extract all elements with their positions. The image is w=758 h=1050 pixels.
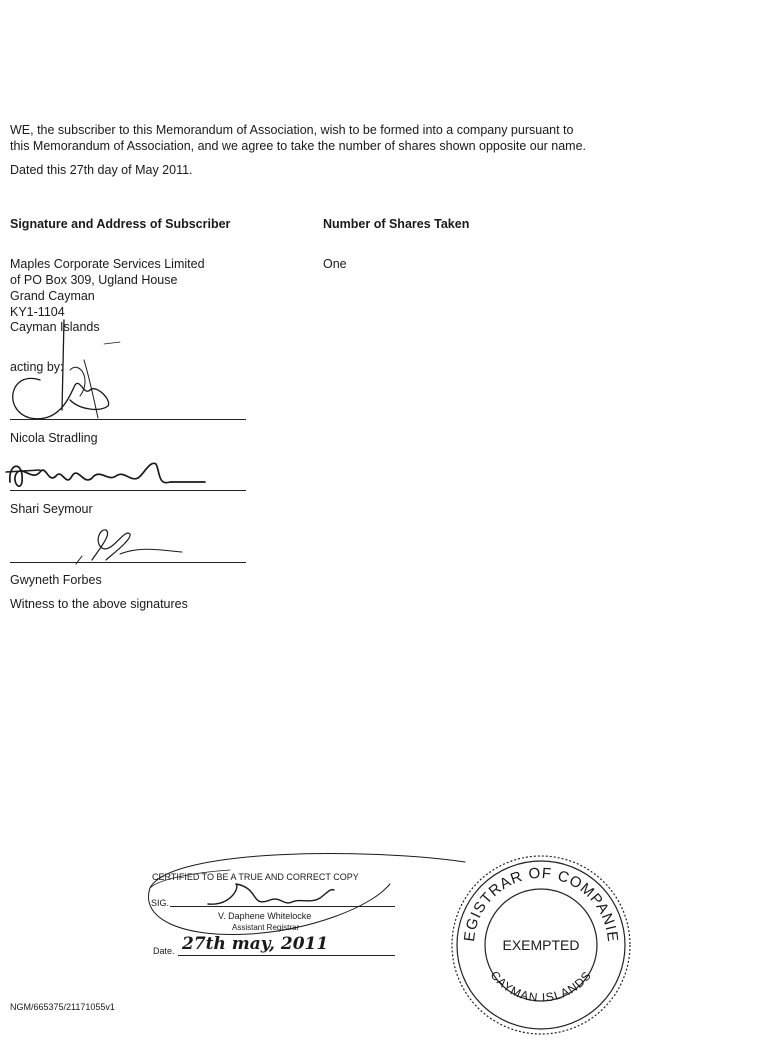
certification-officer-title: Assistant Registrar bbox=[232, 923, 300, 932]
signature-address-header: Signature and Address of Subscriber bbox=[10, 217, 231, 231]
witness-note: Witness to the above signatures bbox=[10, 597, 188, 611]
certification-date-line bbox=[178, 955, 395, 956]
shares-taken-header: Number of Shares Taken bbox=[323, 217, 470, 231]
shares-value: One bbox=[323, 257, 347, 271]
intro-line-2: this Memorandum of Association, and we agree to take the number of shares shown opposite our name. bbox=[10, 139, 587, 153]
seal-top-text: REGISTRAR OF COMPANIES bbox=[442, 839, 622, 944]
signature-line-1 bbox=[10, 419, 246, 420]
certification-heading: CERTIFIED TO BE A TRUE AND CORRECT COPY bbox=[152, 872, 359, 882]
certification-officer-name: V. Daphene Whitelocke bbox=[218, 911, 312, 921]
address-line-3: Grand Cayman bbox=[10, 289, 95, 303]
signatory-name-3: Gwyneth Forbes bbox=[10, 573, 102, 587]
signature-line-3 bbox=[10, 562, 246, 563]
address-line-1: Maples Corporate Services Limited bbox=[10, 257, 205, 271]
address-line-4: KY1-1104 bbox=[10, 305, 65, 319]
seal-bottom-text: CAYMAN ISLANDS bbox=[487, 968, 595, 1005]
certification-date-label: Date. bbox=[153, 946, 175, 956]
signature-nicola-stradling bbox=[0, 300, 140, 430]
signatory-name-1: Nicola Stradling bbox=[10, 431, 98, 445]
address-line-2: of PO Box 309, Ugland House bbox=[10, 273, 178, 287]
footer-reference: NGM/665375/21171055v1 bbox=[10, 1002, 115, 1012]
signature-line-2 bbox=[10, 490, 246, 491]
seal-center-text: EXEMPTED bbox=[502, 937, 580, 953]
registrar-seal bbox=[442, 839, 634, 1038]
dated-line: Dated this 27th day of May 2011. bbox=[10, 163, 193, 177]
intro-line-1: WE, the subscriber to this Memorandum of Association, wish to be formed into a company pursuant to bbox=[10, 123, 574, 137]
address-line-5: Cayman Islands bbox=[10, 320, 100, 334]
signatory-name-2: Shari Seymour bbox=[10, 502, 93, 516]
acting-by-label: acting by: bbox=[10, 360, 64, 374]
certification-date-value: 27th may, 2011 bbox=[182, 934, 329, 954]
certification-sig-label: SIG. bbox=[151, 898, 170, 908]
certification-signature bbox=[200, 878, 360, 912]
